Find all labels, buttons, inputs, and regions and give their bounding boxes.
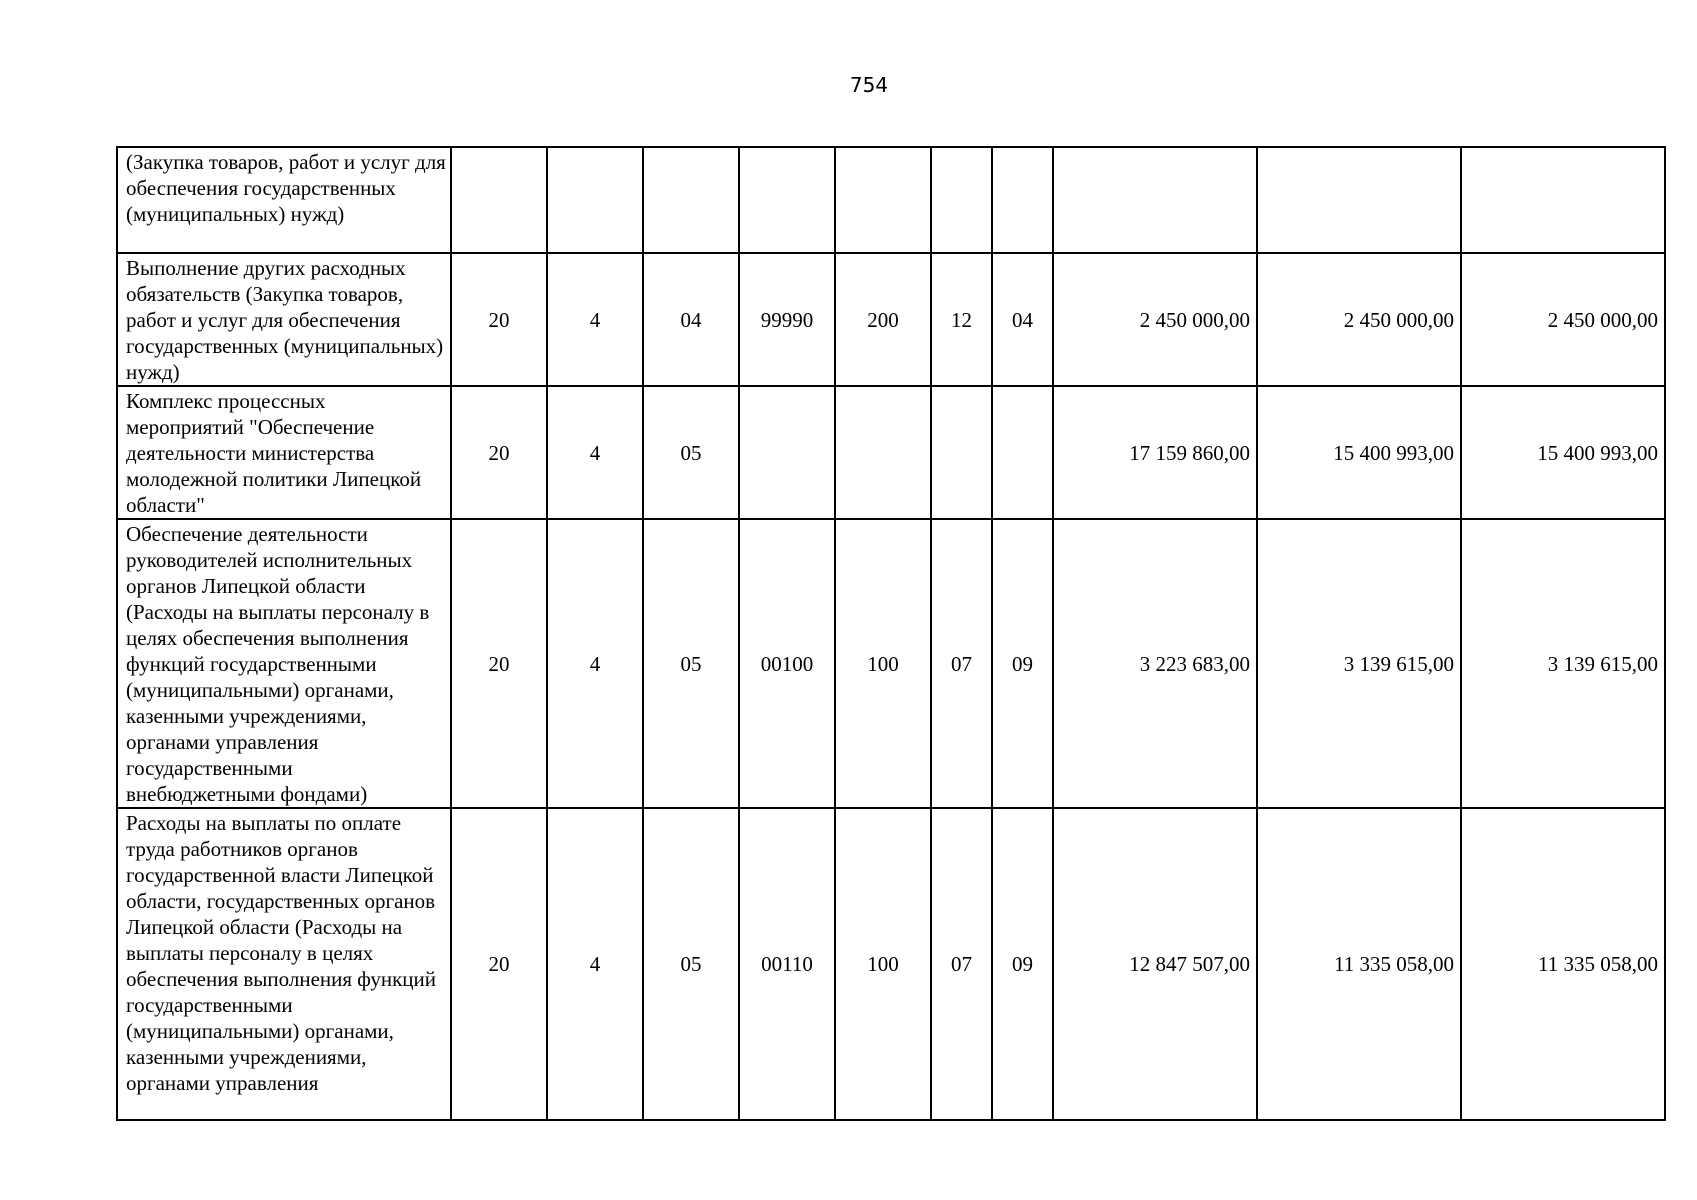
code-cell: 99990	[739, 253, 835, 386]
code-cell: 12	[931, 253, 992, 386]
amount-cell: 11 335 058,00	[1257, 808, 1461, 1120]
amount-cell: 17 159 860,00	[1053, 386, 1257, 519]
code-cell: 20	[451, 808, 547, 1120]
amount-cell: 3 139 615,00	[1257, 519, 1461, 808]
amount-cell	[1053, 147, 1257, 253]
code-cell: 09	[992, 519, 1053, 808]
code-cell: 20	[451, 253, 547, 386]
row-description: Обеспечение деятельности руководителей исполнительных органов Липецкой области (Расходы на выплаты персоналу в целях обеспечения выполнения функций государственными (муниципальными) органами, казенными учреждениями, органами управления государственными внебюджетными фондами)	[117, 519, 451, 808]
code-cell: 4	[547, 386, 643, 519]
code-cell: 07	[931, 808, 992, 1120]
amount-cell: 15 400 993,00	[1461, 386, 1665, 519]
code-cell	[931, 147, 992, 253]
row-description: Выполнение других расходных обязательств (Закупка товаров, работ и услуг для обеспечения государственных (муниципальных) нужд)	[117, 253, 451, 386]
table-row	[117, 808, 1665, 1120]
code-cell: 09	[992, 808, 1053, 1120]
amount-cell: 15 400 993,00	[1257, 386, 1461, 519]
code-cell	[835, 386, 931, 519]
budget-table	[116, 146, 1666, 1121]
code-cell	[992, 147, 1053, 253]
amount-cell: 3 223 683,00	[1053, 519, 1257, 808]
code-cell	[643, 147, 739, 253]
code-cell: 4	[547, 253, 643, 386]
amount-cell: 11 335 058,00	[1461, 808, 1665, 1120]
code-cell	[451, 147, 547, 253]
code-cell	[992, 386, 1053, 519]
code-cell: 20	[451, 386, 547, 519]
amount-cell: 2 450 000,00	[1461, 253, 1665, 386]
table-row	[117, 253, 1665, 386]
code-cell: 100	[835, 808, 931, 1120]
row-description: (Закупка товаров, работ и услуг для обеспечения государственных (муниципальных) нужд)	[117, 147, 451, 253]
code-cell: 200	[835, 253, 931, 386]
code-cell: 05	[643, 519, 739, 808]
code-cell: 4	[547, 519, 643, 808]
code-cell: 100	[835, 519, 931, 808]
code-cell: 05	[643, 808, 739, 1120]
amount-cell: 2 450 000,00	[1257, 253, 1461, 386]
code-cell	[739, 147, 835, 253]
table-row	[117, 147, 1665, 253]
amount-cell: 2 450 000,00	[1053, 253, 1257, 386]
code-cell: 00100	[739, 519, 835, 808]
code-cell	[835, 147, 931, 253]
amount-cell	[1461, 147, 1665, 253]
code-cell	[739, 386, 835, 519]
code-cell: 05	[643, 386, 739, 519]
code-cell	[931, 386, 992, 519]
row-description: Комплекс процессных мероприятий "Обеспечение деятельности министерства молодежной политики Липецкой области"	[117, 386, 451, 519]
table-row	[117, 386, 1665, 519]
amount-cell: 3 139 615,00	[1461, 519, 1665, 808]
row-description: Расходы на выплаты по оплате труда работников органов государственной власти Липецкой области, государственных органов Липецкой области (Расходы на выплаты персоналу в целях обеспечения выполнения функций государственными (муниципальными) органами, казенными учреждениями, органами управления	[117, 808, 451, 1120]
code-cell: 07	[931, 519, 992, 808]
code-cell: 20	[451, 519, 547, 808]
amount-cell: 12 847 507,00	[1053, 808, 1257, 1120]
code-cell: 04	[992, 253, 1053, 386]
page-number: 754	[849, 73, 889, 97]
code-cell	[547, 147, 643, 253]
amount-cell	[1257, 147, 1461, 253]
code-cell: 00110	[739, 808, 835, 1120]
table-row	[117, 519, 1665, 808]
code-cell: 4	[547, 808, 643, 1120]
code-cell: 04	[643, 253, 739, 386]
